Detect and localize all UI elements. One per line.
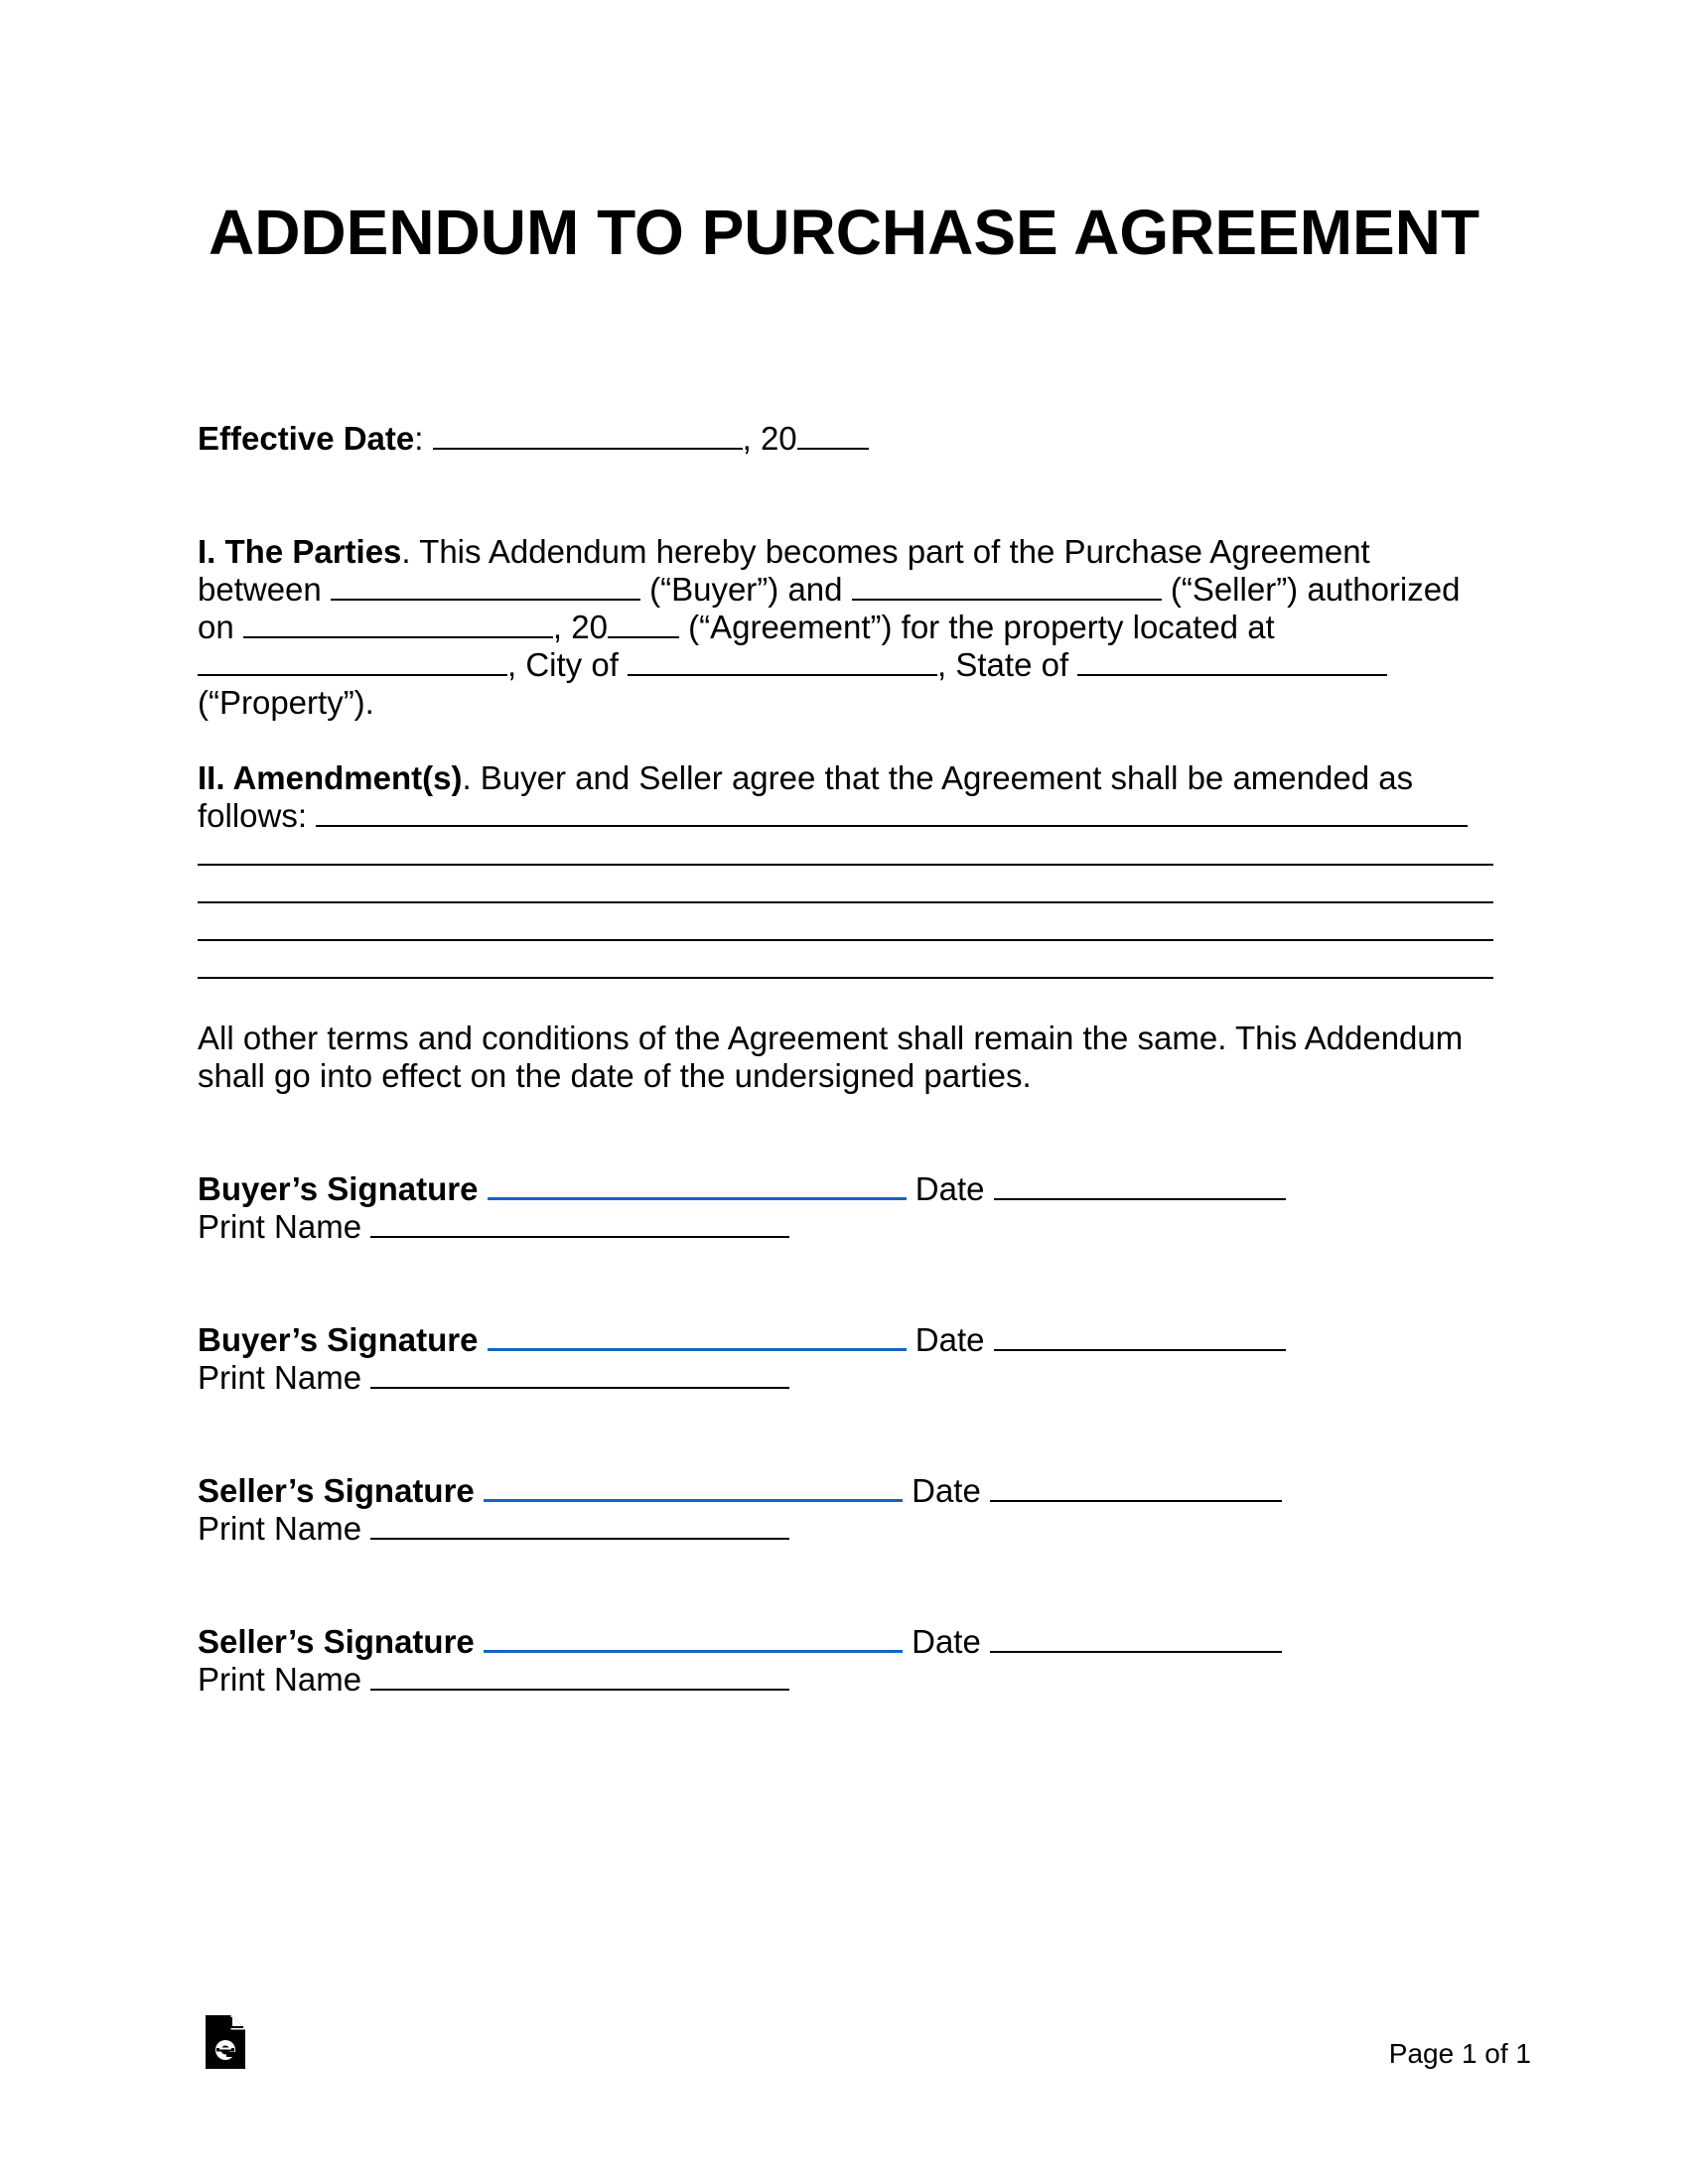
buyer-date-field-2[interactable] bbox=[994, 1321, 1286, 1351]
amendments-line1-text: . Buyer and Seller agree that the Agreement shall be amended as bbox=[462, 759, 1414, 796]
amendments-line-1 bbox=[198, 758, 1413, 798]
buyer-signature-field-2[interactable] bbox=[488, 1320, 907, 1351]
parties-heading: I. The Parties bbox=[198, 533, 402, 570]
effective-date-year-field[interactable] bbox=[797, 420, 869, 450]
signature-label: Buyer’s Signature bbox=[198, 1170, 479, 1207]
document-title: ADDENDUM TO PURCHASE AGREEMENT bbox=[208, 197, 1480, 268]
parties-line-5: (“Property”). bbox=[198, 684, 374, 721]
parties-buyer-and-text: (“Buyer”) and bbox=[649, 571, 843, 608]
amendment-text-line-2[interactable] bbox=[198, 864, 1493, 866]
eforms-logo-icon bbox=[206, 2015, 245, 2069]
effective-date-year-prefix: , 20 bbox=[742, 420, 797, 457]
signature-row-4 bbox=[198, 1622, 1282, 1662]
buyer-signature-field-1[interactable] bbox=[488, 1169, 907, 1200]
buyer-print-name-field-1[interactable] bbox=[370, 1208, 789, 1238]
signature-row-1 bbox=[198, 1169, 1286, 1209]
parties-line-1 bbox=[198, 532, 1370, 572]
signature-label: Buyer’s Signature bbox=[198, 1321, 479, 1358]
print-name-row-4 bbox=[198, 1660, 789, 1700]
amendment-text-line-5[interactable] bbox=[198, 977, 1493, 979]
buyer-name-field[interactable] bbox=[331, 571, 640, 601]
parties-city-text: , City of bbox=[507, 646, 619, 683]
property-address-field[interactable] bbox=[198, 646, 507, 676]
print-name-label: Print Name bbox=[198, 1510, 362, 1547]
closing-line-1: All other terms and conditions of the Agreement shall remain the same. This Addendum bbox=[198, 1020, 1464, 1056]
print-name-label: Print Name bbox=[198, 1661, 362, 1698]
effective-date-label: Effective Date bbox=[198, 420, 415, 457]
agreement-date-field[interactable] bbox=[243, 609, 553, 638]
property-state-field[interactable] bbox=[1077, 646, 1387, 676]
effective-date-field[interactable] bbox=[433, 420, 743, 450]
seller-print-name-field-2[interactable] bbox=[370, 1661, 789, 1691]
print-name-label: Print Name bbox=[198, 1208, 362, 1245]
buyer-print-name-field-2[interactable] bbox=[370, 1359, 789, 1389]
seller-name-field[interactable] bbox=[852, 571, 1162, 601]
buyer-date-field-1[interactable] bbox=[994, 1170, 1286, 1200]
date-label: Date bbox=[912, 1472, 981, 1509]
parties-agreement-text: (“Agreement”) for the property located at bbox=[688, 609, 1275, 645]
print-name-row-1 bbox=[198, 1207, 789, 1247]
date-label: Date bbox=[914, 1170, 985, 1207]
amendments-heading: II. Amendment(s) bbox=[198, 759, 463, 796]
print-name-row-2 bbox=[198, 1358, 789, 1398]
parties-line1-text: . This Addendum hereby becomes part of the Purchase Agreement bbox=[401, 533, 1370, 570]
amendment-text-line-4[interactable] bbox=[198, 939, 1493, 941]
parties-between-text: between bbox=[198, 571, 322, 608]
print-name-row-3 bbox=[198, 1509, 789, 1549]
parties-line-3 bbox=[198, 608, 1275, 647]
parties-seller-authorized-text: (“Seller”) authorized bbox=[1170, 571, 1461, 608]
signature-row-3 bbox=[198, 1471, 1282, 1511]
signature-label: Seller’s Signature bbox=[198, 1472, 475, 1509]
effective-date-row bbox=[198, 419, 869, 459]
signature-label: Seller’s Signature bbox=[198, 1623, 475, 1660]
page-number: Page 1 of 1 bbox=[1388, 2038, 1531, 2069]
amendments-line-2 bbox=[198, 796, 1468, 836]
seller-print-name-field-1[interactable] bbox=[370, 1510, 789, 1540]
parties-state-text: , State of bbox=[937, 646, 1069, 683]
parties-line-4 bbox=[198, 645, 1387, 685]
amendment-text-field-1[interactable] bbox=[316, 797, 1468, 827]
property-city-field[interactable] bbox=[628, 646, 937, 676]
amendments-follows-text: follows: bbox=[198, 797, 308, 834]
date-label: Date bbox=[914, 1321, 985, 1358]
parties-line-2 bbox=[198, 570, 1460, 610]
parties-on-text: on bbox=[198, 609, 234, 645]
signature-row-2 bbox=[198, 1320, 1286, 1360]
agreement-year-field[interactable] bbox=[608, 609, 679, 638]
effective-date-colon: : bbox=[414, 420, 424, 457]
date-label: Date bbox=[912, 1623, 981, 1660]
print-name-label: Print Name bbox=[198, 1359, 362, 1396]
seller-signature-field-2[interactable] bbox=[484, 1622, 903, 1653]
seller-date-field-2[interactable] bbox=[990, 1623, 1282, 1653]
seller-signature-field-1[interactable] bbox=[484, 1471, 903, 1502]
seller-date-field-1[interactable] bbox=[990, 1472, 1282, 1502]
parties-year-prefix: , 20 bbox=[552, 609, 608, 645]
closing-line-2: shall go into effect on the date of the undersigned parties. bbox=[198, 1057, 1032, 1094]
amendment-text-line-3[interactable] bbox=[198, 901, 1493, 903]
